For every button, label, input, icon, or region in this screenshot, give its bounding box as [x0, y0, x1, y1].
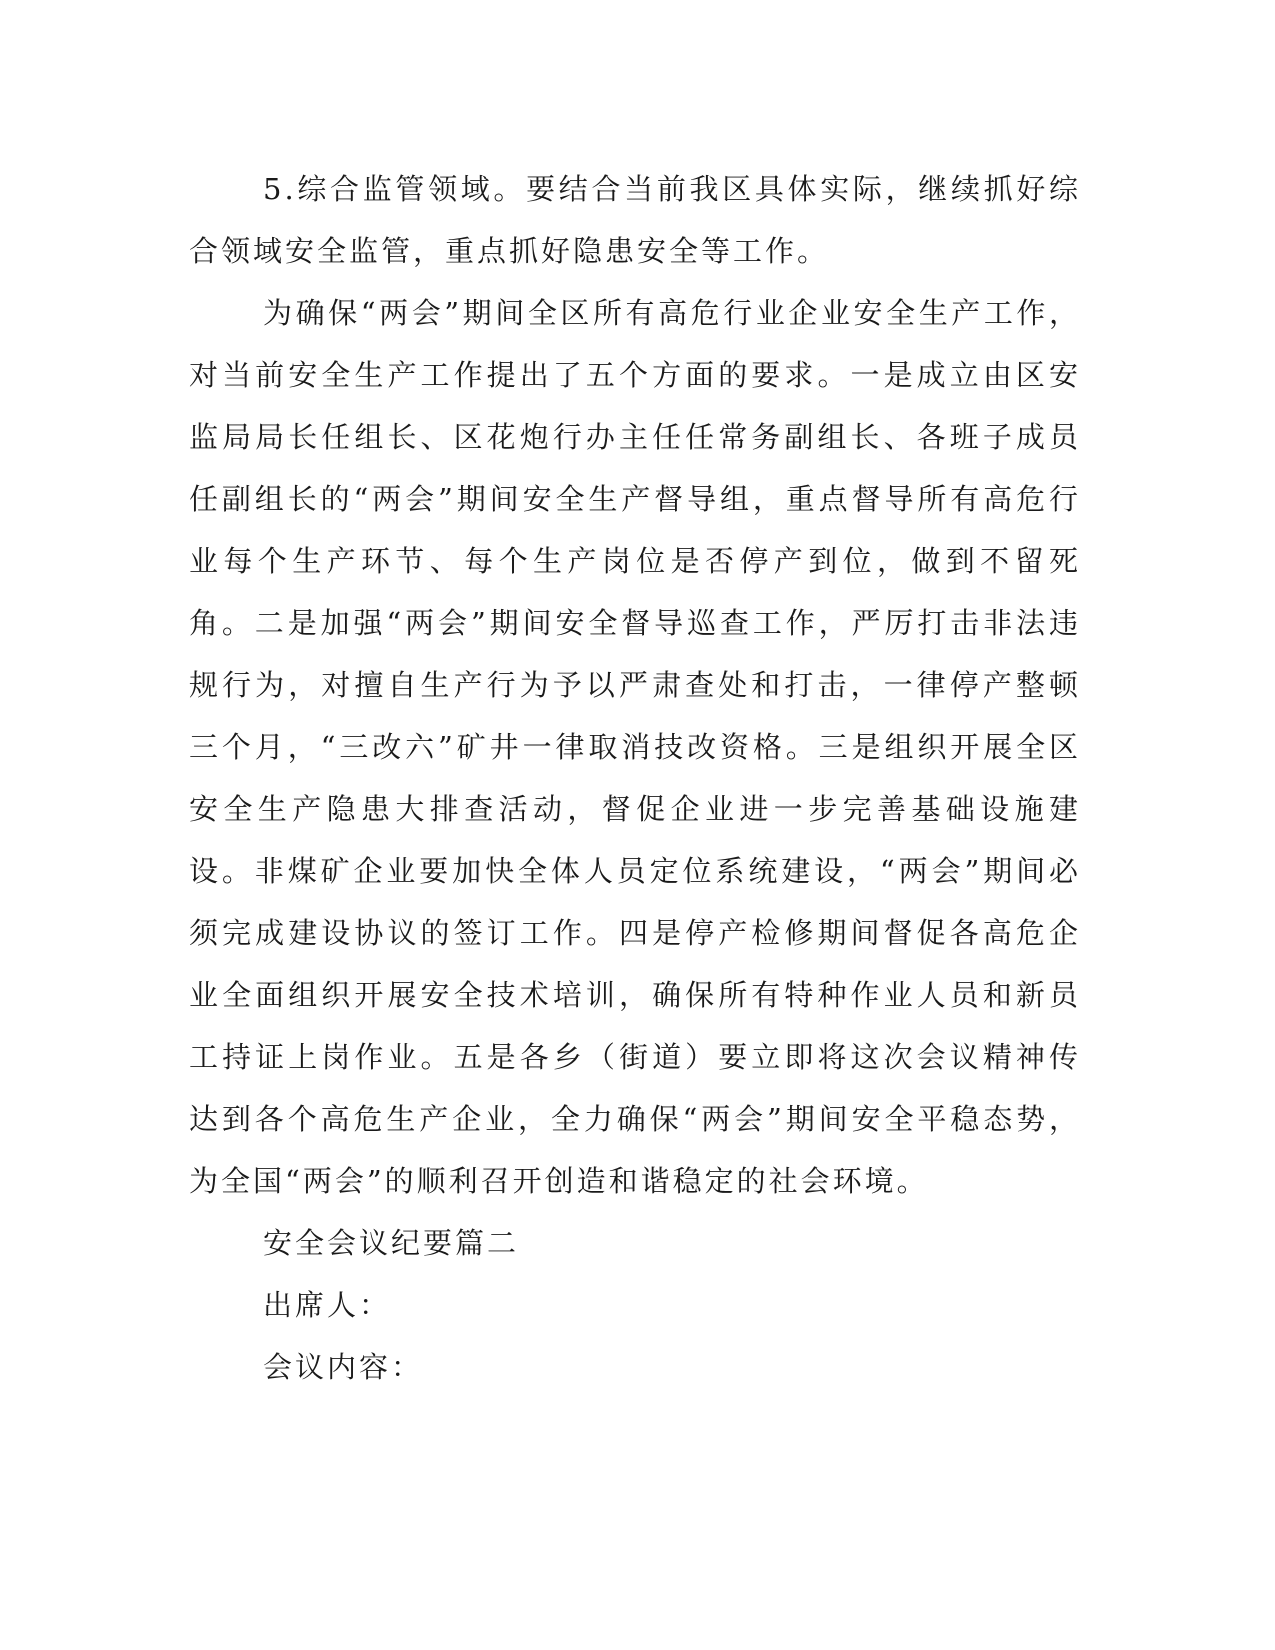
document-body	[189, 158, 1081, 1398]
paragraph-supervision-field: 5.综合监管领域。要结合当前我区具体实际，继续抓好综合领域安全监管，重点抓好隐患安全等工作。	[189, 172, 1081, 268]
paragraph-two-sessions-requirements: 为确保“两会”期间全区所有高危行业企业安全生产工作，对当前安全生产工作提出了五个方面的要求。一是成立由区安监局局长任组长、区花炮行办主任任常务副组长、各班子成员任副组长的“两会”期间安全生产督导组，重点督导所有高危行业每个生产环节、每个生产岗位是否停产到位，做到不留死角。二是加强“两会”期间安全督导巡查工作，严厉打击非法违规行为，对擅自生产行为予以严肃查处和打击，一律停产整顿三个月，“三改六”矿井一律取消技改资格。三是组织开展全区安全生产隐患大排查活动，督促企业进一步完善基础设施建设。非煤矿企业要加快全体人员定位系统建设，“两会”期间必须完成建设协议的签订工作。四是停产检修期间督促各高危企业全面组织开展安全技术培训，确保所有特种作业人员和新员工持证上岗作业。五是各乡（街道）要立即将这次会议精神传达到各个高危生产企业，全力确保“两会”期间安全平稳态势，为全国“两会”的顺利召开创造和谐稳定的社会环境。	[189, 296, 1081, 1198]
attendees-label: 出席人：	[263, 1288, 392, 1322]
meeting-content-label: 会议内容：	[263, 1350, 424, 1384]
section-title: 安全会议纪要篇二	[263, 1226, 520, 1260]
